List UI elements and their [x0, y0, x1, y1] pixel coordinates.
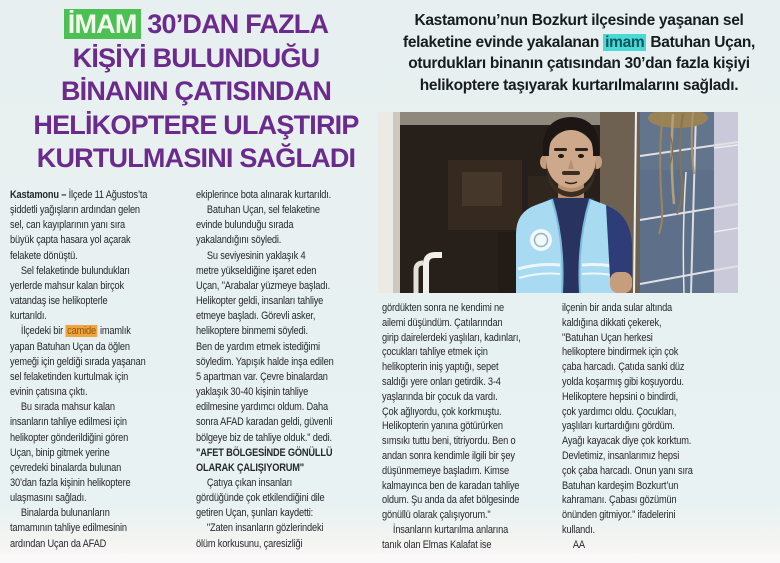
text-segment: 30’DAN FAZLA	[140, 9, 329, 39]
text-line	[382, 449, 521, 464]
text-segment: yemeği için geldiği sırada yaşanan	[10, 355, 146, 368]
highlighted-word: İMAM	[64, 9, 141, 39]
text-segment: ailemi düşündüm. Çatılarından	[382, 316, 503, 329]
text-segment: getiren Uçan, şunları kaydetti:	[196, 507, 314, 520]
text-line	[196, 461, 334, 476]
tiled-wall	[640, 112, 738, 293]
text-line	[10, 188, 147, 203]
text-line	[196, 506, 334, 521]
body-column-2	[196, 188, 334, 552]
text-line	[196, 491, 334, 506]
text-line	[382, 375, 521, 390]
photo-illustration	[378, 112, 738, 293]
text-segment: çevredeki binalarda bulunan	[10, 461, 122, 474]
text-segment: İlçede 11 Ağustos’ta	[68, 189, 148, 201]
text-segment: Helikopterin yanına götürürken	[382, 420, 503, 433]
text-line	[382, 493, 521, 508]
text-segment: Binalarda bulunanların	[20, 507, 110, 520]
text-segment: ekiplerince bota alınarak kurtarıldı.	[196, 189, 332, 201]
text-line	[382, 464, 521, 479]
text-line	[10, 340, 147, 355]
text-line	[196, 264, 334, 279]
highlighted-word: imam	[605, 33, 645, 51]
text-line	[382, 32, 776, 54]
text-segment: "Batuhan Uçan herkesi	[562, 331, 653, 344]
text-segment: KURTULMASINI SAĞLADI	[36, 143, 356, 173]
text-line	[10, 537, 147, 552]
text-segment: Helikopter geldi, insanları tahliye	[196, 295, 324, 308]
text-line	[10, 355, 147, 370]
text-line	[196, 521, 334, 536]
body-column-4	[562, 301, 693, 553]
text-segment: bölgeye biz de tahliye olduk." dedi.	[196, 431, 332, 444]
text-segment: sımsıkı tuttu beni, titriyordu. Ben o	[382, 435, 516, 448]
text-segment: düşünmemeye başladım. Kimse	[382, 464, 509, 477]
text-segment: yerlerde mahsur kalan birçok	[10, 279, 124, 292]
text-line	[382, 390, 521, 405]
text-line	[10, 264, 147, 279]
text-line	[382, 331, 521, 346]
text-segment: kurtarıldı.	[10, 310, 47, 323]
text-line	[562, 464, 693, 479]
text-segment: helikoptere taşıyarak kurtarılmalarını sağladı.	[419, 76, 739, 94]
text-line	[10, 476, 147, 491]
text-line	[196, 400, 334, 415]
text-line	[562, 449, 693, 464]
text-line	[196, 340, 334, 355]
text-line	[382, 360, 521, 375]
forearm	[610, 272, 632, 293]
text-segment: kahramanı. Çabası gözümün	[562, 494, 677, 507]
text-segment: Uçan, binip gitmek yerine	[10, 446, 110, 459]
text-line	[10, 506, 147, 521]
text-line	[562, 405, 693, 420]
text-segment: oturdukları binanın çatısından 30’dan fazla kişiyi	[408, 55, 750, 72]
body-column-3	[382, 301, 521, 553]
text-line	[196, 203, 334, 218]
text-line	[562, 316, 693, 331]
text-segment: insanların tahliye edilmesi için	[10, 416, 127, 429]
text-line	[10, 218, 147, 233]
text-line	[196, 355, 334, 370]
text-line	[10, 446, 147, 461]
text-segment: ardından Uçan da AFAD	[10, 537, 107, 550]
text-segment: Bu sırada mahsur kalan	[20, 401, 115, 414]
text-line	[10, 203, 147, 218]
text-segment: sel, can kayıplarının yanı sıra	[10, 219, 125, 232]
text-segment: ölüm korkusunu, çaresizliği	[196, 537, 303, 550]
text-line	[562, 538, 693, 553]
text-line	[10, 324, 147, 339]
text-line	[382, 53, 776, 75]
text-line	[10, 249, 147, 264]
text-line	[10, 142, 382, 176]
text-line	[382, 10, 776, 32]
text-line	[10, 294, 147, 309]
text-line	[10, 75, 382, 109]
text-line	[196, 233, 334, 248]
text-segment: Devletimiz, insanlarımız hepsi	[562, 449, 680, 462]
text-segment: Batuhan kardeşim Bozkurt’un	[562, 479, 679, 492]
text-segment: sel felaketinden kurtulmak için	[10, 370, 129, 383]
text-segment: Çatıya çıkan insanları	[206, 476, 293, 489]
text-line	[382, 479, 521, 494]
text-segment: "Zaten insanların gözlerindeki	[206, 522, 324, 535]
text-line	[562, 301, 693, 316]
body-column-1	[10, 188, 147, 552]
text-segment: metre yükseldiğine işaret eden	[196, 264, 317, 277]
text-line	[10, 461, 147, 476]
text-segment: Helikoptere hepsini o bindirdi,	[562, 390, 679, 403]
text-segment: kullandı.	[562, 523, 595, 536]
text-segment: çaba harcadı. Çatıda sanki düz	[562, 361, 685, 374]
text-line	[10, 431, 147, 446]
text-line	[196, 188, 334, 203]
text-segment: helikopterin iniş yaptığı, sepet	[382, 361, 499, 374]
text-segment: Uçan, "Arabalar yüzmeye başladı.	[196, 279, 331, 292]
text-line	[562, 345, 693, 360]
text-segment: şiddetli yağışların ardından gelen	[10, 204, 140, 217]
text-line	[196, 431, 334, 446]
text-line	[562, 360, 693, 375]
text-line	[196, 279, 334, 294]
photo-batuhan-ucan	[378, 112, 738, 293]
text-line	[196, 309, 334, 324]
text-segment: helikopter gönderildiğini gören	[10, 431, 129, 444]
text-segment: OLARAK ÇALIŞIYORUM"	[196, 461, 304, 474]
text-segment: önünden gitmiyor." ifadelerini	[562, 509, 676, 522]
text-segment: yaklaşık 30-40 kişinin tahliye	[196, 386, 309, 399]
text-line	[562, 508, 693, 523]
text-line	[562, 390, 693, 405]
text-segment: büyük çapta hasara yol açarak	[10, 234, 131, 247]
text-segment: gördükten sonra ne kendimi ne	[382, 302, 505, 314]
text-line	[10, 8, 382, 42]
text-line	[10, 309, 147, 324]
text-segment: Ayağı kayacak diye çok korktum.	[562, 435, 692, 448]
text-line	[196, 446, 334, 461]
text-segment: helikoptere binmemi söyledi.	[196, 325, 308, 338]
text-segment: Çok ağlıyordu, çok korkmuştu.	[382, 405, 502, 418]
text-segment: İnsanların kurtarılma anlarına	[392, 523, 509, 536]
text-line	[382, 434, 521, 449]
text-line	[562, 434, 693, 449]
text-segment: vatandaş ise helikopterle	[10, 295, 108, 308]
text-line	[10, 385, 147, 400]
text-segment: HELİKOPTERE ULAŞTIRIP	[33, 109, 359, 140]
text-segment: Ben de yardım etmek istediğimi	[196, 340, 320, 353]
door-frame	[378, 112, 393, 293]
text-segment: tanık olan Elmas Kalafat ise	[382, 538, 492, 551]
text-segment: evinde bulunduğu sırada	[196, 219, 294, 232]
text-segment: 5 apartman var. Çevre binalardan	[196, 370, 328, 383]
text-segment: BİNANIN ÇATISINDAN	[60, 76, 332, 106]
text-segment: kaldığına dikkati çekerek,	[562, 316, 662, 329]
text-segment: imamlık	[97, 325, 131, 338]
text-line	[10, 279, 147, 294]
text-segment: etmeye başladı. Görevli asker,	[196, 310, 316, 323]
text-segment: Kastamonu –	[10, 189, 69, 201]
text-segment: oldum. Şu anda da afet bölgesinde	[382, 494, 520, 507]
text-line	[382, 538, 521, 553]
text-line	[562, 419, 693, 434]
text-line	[382, 301, 521, 316]
text-segment: yakalandığını söyledi.	[196, 234, 282, 247]
text-line	[382, 316, 521, 331]
text-segment: edilmesine yardımcı oldum. Daha	[196, 401, 328, 414]
text-segment: İlçedeki bir	[20, 325, 66, 338]
text-line	[10, 400, 147, 415]
text-line	[196, 537, 334, 552]
text-line	[382, 419, 521, 434]
text-segment: tamamının tahliye edilmesinin	[10, 522, 127, 535]
text-line	[196, 370, 334, 385]
text-segment: Batuhan Uçan, sel felaketine	[206, 204, 320, 217]
text-segment: saldığı yere onları getirdik. 3-4	[382, 375, 501, 388]
text-line	[382, 508, 521, 523]
text-segment: AA	[572, 538, 585, 551]
text-segment: Su seviyesinin yaklaşık 4	[206, 249, 306, 262]
text-segment: gördüğünde çok etkilendiğini dile	[196, 492, 325, 505]
text-line	[562, 479, 693, 494]
intro-summary	[382, 10, 776, 96]
text-segment: çok yardımcı oldu. Çocukları,	[562, 405, 677, 418]
text-segment: çocukları tahliye etmek için	[382, 346, 488, 359]
text-segment: felaketine evinde yakalanan	[402, 33, 604, 51]
text-line	[196, 415, 334, 430]
text-segment: evinin çatısına çıktı.	[10, 386, 88, 399]
text-segment: yapan Batuhan Uçan da öğlen	[10, 340, 130, 353]
page-bottom-edge	[0, 554, 780, 563]
text-segment: yolda koşarmış gibi koşuyordu.	[562, 375, 684, 388]
text-segment: yaşlarında bir çocuk da vardı.	[382, 390, 498, 403]
text-line	[10, 491, 147, 506]
headline	[10, 8, 382, 176]
text-segment: yaşlıları kurtardığını gördüm.	[562, 420, 675, 433]
text-segment: girip dairelerdeki yaşlıları, kadınları,	[382, 331, 521, 344]
text-segment: gönüllü olarak çalışıyorum."	[382, 509, 491, 522]
text-segment: "AFET BÖLGESİNDE GÖNÜLLÜ	[196, 446, 333, 459]
text-line	[196, 294, 334, 309]
text-line	[382, 405, 521, 420]
text-line	[562, 523, 693, 538]
text-line	[562, 375, 693, 390]
text-segment: 30’dan fazla kişinin helikoptere	[10, 476, 131, 489]
text-line	[10, 109, 382, 143]
highlighted-word: camide	[67, 325, 96, 338]
text-segment: Sel felaketinde bulundukları	[20, 264, 130, 277]
text-segment: Batuhan Uçan,	[646, 33, 755, 51]
text-segment: söyledim. Yapışık halde inşa edilen	[196, 355, 334, 368]
text-segment: andan sonra kendimle ilgili bir şey	[382, 449, 515, 462]
text-line	[10, 521, 147, 536]
text-line	[382, 75, 776, 97]
text-line	[10, 370, 147, 385]
text-segment: sonra AFAD karadan geldi, güvenli	[196, 416, 333, 429]
text-segment: helikoptere bindirmek için çok	[562, 346, 679, 359]
text-segment: Kastamonu’nun Bozkurt ilçesinde yaşanan sel	[414, 12, 744, 29]
text-line	[562, 493, 693, 508]
text-segment: felakete dönüştü.	[10, 249, 78, 262]
text-segment: ilçenin bir anda sular altında	[562, 302, 673, 314]
text-line	[196, 385, 334, 400]
text-line	[196, 476, 334, 491]
text-segment: KİŞİYİ BULUNDUĞU	[72, 42, 320, 73]
text-line	[382, 345, 521, 360]
text-segment: çok çaba harcadı. Onun yanı sıra	[562, 464, 693, 477]
text-line	[196, 249, 334, 264]
text-line	[382, 523, 521, 538]
text-segment: ulaşmasını sağladı.	[10, 492, 87, 505]
text-line	[10, 415, 147, 430]
vest-logo-badge	[530, 229, 552, 251]
text-line	[196, 218, 334, 233]
text-line	[10, 233, 147, 248]
text-segment: kalmayınca ben de karadan tahliye	[382, 479, 520, 492]
text-line	[562, 331, 693, 346]
text-line	[196, 324, 334, 339]
text-line	[10, 42, 382, 76]
